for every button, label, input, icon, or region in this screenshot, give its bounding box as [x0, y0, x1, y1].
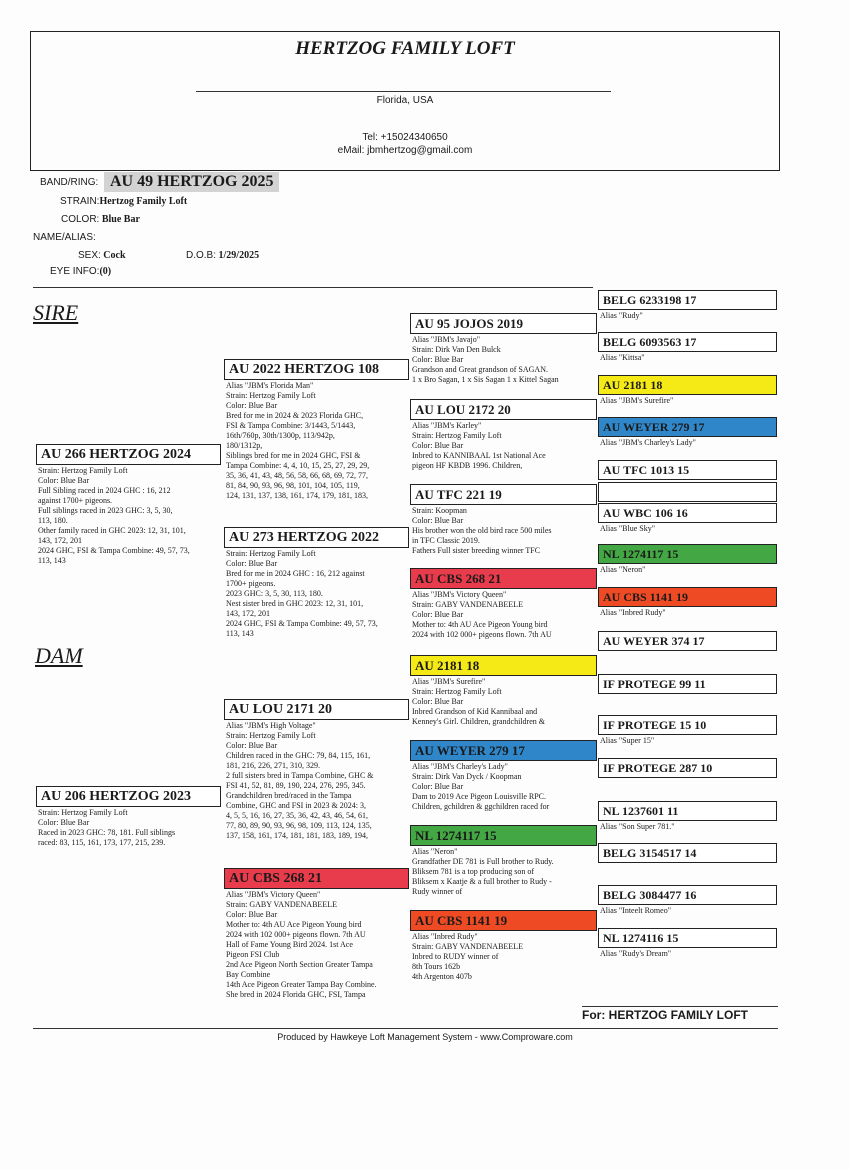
- detail-line: Nest sister bred in GHC 2023: 12, 31, 101,: [226, 599, 364, 608]
- detail-line: Alias "JBM's Victory Queen": [412, 590, 507, 599]
- g4-alias-6: Alias "Blue Sky": [600, 524, 655, 533]
- detail-line: Kenney's Girl. Children, grandchildren &: [412, 717, 545, 726]
- detail-line: raced: 83, 115, 161, 173, 177, 215, 239.: [38, 838, 166, 847]
- detail-line: 16th/760p, 30th/1300p, 113/942p,: [226, 431, 335, 440]
- detail-line: Pigeon FSI Club: [226, 950, 280, 959]
- detail-line: Mother to: 4th AU Ace Pigeon Young bird: [412, 620, 548, 629]
- loft-location: Florida, USA: [376, 95, 434, 106]
- detail-line: Hall of Fame Young Bird 2024. 1st Ace: [226, 940, 353, 949]
- loft-header: [30, 31, 780, 171]
- g4-alias-4: Alias "JBM's Charley's Lady": [600, 438, 696, 447]
- sire-dam-details: [224, 549, 409, 639]
- g4-band-7: NL 1274117 15: [598, 544, 777, 564]
- dob-value: 1/29/2025: [218, 250, 260, 261]
- detail-line: in TFC Classic 2019.: [412, 536, 480, 545]
- detail-line: Strain: GABY VANDENABEELE: [226, 900, 337, 909]
- g4-band-4: AU WEYER 279 17: [598, 417, 777, 437]
- dam-band: AU 206 HERTZOG 2023: [36, 786, 221, 807]
- band-label: BAND/RING:: [40, 177, 99, 188]
- name-alias-row: NAME/ALIAS:: [33, 232, 96, 243]
- g4-alias-13: Alias "Son Super 781.": [600, 822, 675, 831]
- loft-title: HERTZOG FAMILY LOFT: [295, 38, 515, 59]
- detail-line: Alias "JBM's Victory Queen": [226, 890, 321, 899]
- color-value: Blue Bar: [101, 214, 140, 225]
- detail-line: 81, 84, 90, 93, 96, 98, 101, 104, 105, 119,: [226, 481, 360, 490]
- detail-line: Alias "Neron": [412, 847, 458, 856]
- dam-dam-details: [224, 890, 409, 1000]
- detail-line: Strain: GABY VANDENABEELE: [412, 942, 523, 951]
- dd-dam-card: [410, 910, 597, 982]
- dam-sire-card: [224, 699, 409, 841]
- dam-sire-details: [224, 721, 409, 841]
- sex-row: SEX: Cock: [78, 250, 126, 261]
- detail-line: Alias "JBM's Surefire": [412, 677, 486, 686]
- footer-divider: [582, 1006, 778, 1007]
- detail-line: Color: Blue Bar: [38, 476, 90, 485]
- g4-alias-7: Alias "Neron": [600, 565, 646, 574]
- detail-line: Bred for me in 2024 GHC : 16, 212 against: [226, 569, 365, 578]
- detail-line: Strain: Hertzog Family Loft: [226, 549, 316, 558]
- detail-line: Color: Blue Bar: [38, 818, 90, 827]
- ss-dam-band: AU LOU 2172 20: [410, 399, 597, 420]
- dam-card: [36, 786, 221, 848]
- detail-line: Alias "JBM's High Voltage": [226, 721, 316, 730]
- detail-line: 2024 GHC, FSI & Tampa Combine: 49, 57, 73,: [38, 546, 190, 555]
- g4-band-11: IF PROTEGE 15 10: [598, 715, 777, 735]
- g4-card-1: [598, 290, 777, 321]
- detail-line: Alias "JBM's Javajo": [412, 335, 480, 344]
- dd-sire-details: [410, 847, 597, 897]
- g4-card-14: [598, 843, 777, 863]
- detail-line: 113, 143: [38, 556, 66, 565]
- detail-line: Siblings bred for me in 2024 GHC, FSI &: [226, 451, 361, 460]
- ds-dam-details: [410, 762, 597, 812]
- dd-dam-band: AU CBS 1141 19: [410, 910, 597, 931]
- strain-row: STRAIN:Hertzog Family Loft: [60, 196, 188, 207]
- g4-card-9: [598, 631, 777, 651]
- g4-band-5: AU TFC 1013 15: [598, 460, 777, 480]
- detail-line: Color: Blue Bar: [412, 782, 464, 791]
- ss-sire-details: [410, 335, 597, 385]
- g4-alias-16: Alias "Rudy's Dream": [600, 949, 672, 958]
- detail-line: Full Sibling raced in 2024 GHC : 16, 212: [38, 486, 171, 495]
- detail-line: 35, 36, 41, 43, 48, 56, 58, 66, 68, 69, 72, 77,: [226, 471, 368, 480]
- detail-line: 124, 131, 137, 138, 161, 174, 179, 181, 183,: [226, 491, 368, 500]
- ds-dam-card: [410, 740, 597, 812]
- detail-line: Tampa Combine: 4, 4, 10, 15, 25, 27, 29, 29,: [226, 461, 370, 470]
- detail-line: 2024 with 102 000+ pigeons flown. 7th AU: [412, 630, 552, 639]
- ss-dam-card: [410, 399, 597, 471]
- detail-line: Dam to 2019 Ace Pigeon Louisville RPC.: [412, 792, 546, 801]
- sd-sire-details: [410, 506, 597, 556]
- detail-line: Inbred to RUDY winner of: [412, 952, 499, 961]
- detail-line: Children raced in the GHC: 79, 84, 115, 161,: [226, 751, 371, 760]
- detail-line: 2024 with 102 000+ pigeons flown. 7th AU: [226, 930, 366, 939]
- detail-line: 2024 GHC, FSI & Tampa Combine: 49, 57, 73,: [226, 619, 378, 628]
- detail-line: Strain: Dirk Van Dyck / Koopman: [412, 772, 522, 781]
- color-row: COLOR: Blue Bar: [61, 214, 140, 225]
- g4-alias-8: Alias "Inbred Rudy": [600, 608, 666, 617]
- detail-line: Mother to: 4th AU Ace Pigeon Young bird: [226, 920, 362, 929]
- detail-line: FSI 41, 52, 81, 89, 190, 224, 276, 295, 345.: [226, 781, 366, 790]
- sd-dam-details: [410, 590, 597, 640]
- detail-line: Strain: Dirk Van Den Bulck: [412, 345, 501, 354]
- detail-line: FSI & Tampa Combine: 3/1443, 5/1443,: [226, 421, 356, 430]
- g4-band-empty: [598, 482, 777, 502]
- section-divider: [33, 287, 593, 288]
- g4-card-5: [598, 460, 777, 480]
- g4-band-14: BELG 3154517 14: [598, 843, 777, 863]
- detail-line: 137, 158, 161, 174, 181, 181, 183, 189, 194,: [226, 831, 368, 840]
- g4-band-15: BELG 3084477 16: [598, 885, 777, 905]
- detail-line: Full siblings raced in 2023 GHC: 3, 5, 30,: [38, 506, 173, 515]
- loft-phone: Tel: +15024340650: [362, 132, 448, 143]
- detail-line: Color: Blue Bar: [226, 741, 278, 750]
- produced-by: Produced by Hawkeye Loft Management System - www.Comproware.com: [277, 1032, 573, 1042]
- ds-sire-card: [410, 655, 597, 727]
- detail-line: 181, 216, 226, 271, 310, 329.: [226, 761, 320, 770]
- detail-line: Color: Blue Bar: [412, 610, 464, 619]
- sire-details: [36, 466, 221, 566]
- band-value: AU 49 HERTZOG 2025: [104, 172, 279, 192]
- sire-sire-details: [224, 381, 409, 501]
- detail-line: 8th Tours 162b: [412, 962, 461, 971]
- g4-band-16: NL 1274116 15: [598, 928, 777, 948]
- dam-heading: DAM: [35, 643, 83, 668]
- ss-dam-details: [410, 421, 597, 471]
- detail-line: Strain: Hertzog Family Loft: [38, 466, 128, 475]
- detail-line: against 1700+ pigeons.: [38, 496, 113, 505]
- g4-card-2: [598, 332, 777, 363]
- detail-line: 2nd Ace Pigeon North Section Greater Tampa: [226, 960, 373, 969]
- g4-card-12: [598, 758, 777, 778]
- sd-dam-card: [410, 568, 597, 640]
- detail-line: 1700+ pigeons.: [226, 579, 276, 588]
- dam-dam-card: [224, 868, 409, 1000]
- g4-alias-1: Alias "Rudy": [600, 311, 643, 320]
- g4-card-10: [598, 674, 777, 694]
- g4-card-7: [598, 544, 777, 575]
- g4-card-4: [598, 417, 777, 448]
- detail-line: Strain: Hertzog Family Loft: [226, 391, 316, 400]
- detail-line: 2 full sisters bred in Tampa Combine, GHC &: [226, 771, 374, 780]
- g4-band-12: IF PROTEGE 287 10: [598, 758, 777, 778]
- detail-line: Strain: Hertzog Family Loft: [226, 731, 316, 740]
- strain-value: Hertzog Family Loft: [99, 196, 188, 207]
- detail-line: Strain: Hertzog Family Loft: [412, 431, 502, 440]
- detail-line: Strain: Hertzog Family Loft: [38, 808, 128, 817]
- detail-line: 180/1312p,: [226, 441, 263, 450]
- sire-dam-card: [224, 527, 409, 639]
- g4-band-10: IF PROTEGE 99 11: [598, 674, 777, 694]
- detail-line: Grandson and Great grandson of SAGAN.: [412, 365, 548, 374]
- detail-line: Bay Combine: [226, 970, 271, 979]
- g4-alias-2: Alias "Kittsa": [600, 353, 645, 362]
- loft-email: eMail: jbmhertzog@gmail.com: [337, 145, 473, 156]
- detail-line: 143, 172, 201: [38, 536, 82, 545]
- g4-band-9: AU WEYER 374 17: [598, 631, 777, 651]
- detail-line: pigeon HF KBDB 1996. Children,: [412, 461, 523, 470]
- detail-line: Bliksem x Kaatje & a full brother to Rudy -: [412, 877, 552, 886]
- sex-value: Cock: [103, 250, 126, 261]
- dam-sire-band: AU LOU 2171 20: [224, 699, 409, 720]
- detail-line: Strain: Hertzog Family Loft: [412, 687, 502, 696]
- detail-line: Grandfather DE 781 is Full brother to Rudy.: [412, 857, 554, 866]
- eye-info-row: EYE INFO:(0): [50, 266, 112, 277]
- detail-line: Color: Blue Bar: [412, 697, 464, 706]
- sd-dam-band: AU CBS 268 21: [410, 568, 597, 589]
- g4-card-11: [598, 715, 777, 746]
- prepared-for: For: HERTZOG FAMILY LOFT: [582, 1008, 748, 1022]
- detail-line: Inbred to KANNIBAAL 1st National Ace: [412, 451, 546, 460]
- sire-card: [36, 444, 221, 566]
- detail-line: Color: Blue Bar: [226, 559, 278, 568]
- detail-line: Color: Blue Bar: [226, 910, 278, 919]
- g4-band-2: BELG 6093563 17: [598, 332, 777, 352]
- detail-line: Alias "JBM's Karley": [412, 421, 482, 430]
- sire-sire-band: AU 2022 HERTZOG 108: [224, 359, 409, 380]
- ss-sire-band: AU 95 JOJOS 2019: [410, 313, 597, 334]
- detail-line: 113, 143: [226, 629, 254, 638]
- g4-alias-11: Alias "Super 15": [600, 736, 655, 745]
- detail-line: Other family raced in GHC 2023: 12, 31, 101,: [38, 526, 186, 535]
- detail-line: 4, 5, 5, 16, 16, 27, 35, 36, 42, 43, 46, 54, 61,: [226, 811, 368, 820]
- detail-line: Color: Blue Bar: [412, 441, 464, 450]
- dam-details: [36, 808, 221, 848]
- g4-alias-3: Alias "JBM's Surefire": [600, 396, 674, 405]
- g4-card-16: [598, 928, 777, 959]
- detail-line: Color: Blue Bar: [412, 355, 464, 364]
- detail-line: 77, 80, 89, 90, 93, 96, 98, 109, 113, 124, 135,: [226, 821, 372, 830]
- detail-line: Bred for me in 2024 & 2023 Florida GHC,: [226, 411, 364, 420]
- g4-band-1: BELG 6233198 17: [598, 290, 777, 310]
- g4-card-6: [598, 503, 777, 534]
- detail-line: 113, 180.: [38, 516, 68, 525]
- detail-line: His brother won the old bird race 500 miles: [412, 526, 552, 535]
- eye-value: (0): [99, 266, 112, 277]
- header-divider: [196, 91, 611, 92]
- detail-line: 14th Ace Pigeon Greater Tampa Bay Combine.: [226, 980, 377, 989]
- ds-sire-details: [410, 677, 597, 727]
- ds-sire-band: AU 2181 18: [410, 655, 597, 676]
- detail-line: Grandchildren bred/raced in the Tampa: [226, 791, 352, 800]
- dd-dam-details: [410, 932, 597, 982]
- detail-line: Strain: Koopman: [412, 506, 467, 515]
- dd-sire-card: [410, 825, 597, 897]
- dam-dam-band: AU CBS 268 21: [224, 868, 409, 889]
- ss-sire-card: [410, 313, 597, 385]
- detail-line: Color: Blue Bar: [412, 516, 464, 525]
- g4-card-empty: [598, 482, 777, 502]
- detail-line: 143, 172, 201: [226, 609, 270, 618]
- detail-line: She bred in 2024 Florida GHC, FSI, Tampa: [226, 990, 366, 999]
- detail-line: Strain: GABY VANDENABEELE: [412, 600, 523, 609]
- detail-line: Inbred Grandson of Kid Kannibaal and: [412, 707, 538, 716]
- ds-dam-band: AU WEYER 279 17: [410, 740, 597, 761]
- detail-line: Fathers Full sister breeding winner TFC: [412, 546, 541, 555]
- detail-line: 2023 GHC: 3, 5, 30, 113, 180.: [226, 589, 323, 598]
- sire-heading: SIRE: [33, 300, 79, 325]
- sire-dam-band: AU 273 HERTZOG 2022: [224, 527, 409, 548]
- detail-line: Rudy winner of: [412, 887, 463, 896]
- sd-sire-band: AU TFC 221 19: [410, 484, 597, 505]
- g4-card-13: [598, 801, 777, 832]
- sire-sire-card: [224, 359, 409, 501]
- g4-card-15: [598, 885, 777, 916]
- sd-sire-card: [410, 484, 597, 556]
- sire-band: AU 266 HERTZOG 2024: [36, 444, 221, 465]
- detail-line: 1 x Bro Sagan, 1 x Sis Sagan 1 x Kittel Sagan: [412, 375, 559, 384]
- detail-line: Alias "JBM's Florida Man": [226, 381, 314, 390]
- g4-band-6: AU WBC 106 16: [598, 503, 777, 523]
- detail-line: Alias "JBM's Charley's Lady": [412, 762, 508, 771]
- detail-line: Alias "Inbred Rudy": [412, 932, 478, 941]
- g4-band-13: NL 1237601 11: [598, 801, 777, 821]
- bottom-rule: [33, 1028, 778, 1029]
- detail-line: 4th Argenton 407b: [412, 972, 472, 981]
- g4-band-3: AU 2181 18: [598, 375, 777, 395]
- g4-card-8: [598, 587, 777, 618]
- detail-line: Children, gchildren & ggchildren raced for: [412, 802, 550, 811]
- dd-sire-band: NL 1274117 15: [410, 825, 597, 846]
- g4-alias-15: Alias "Inteelt Romeo": [600, 906, 671, 915]
- g4-band-8: AU CBS 1141 19: [598, 587, 777, 607]
- g4-card-3: [598, 375, 777, 406]
- detail-line: Bliksem 781 is a top producing son of: [412, 867, 534, 876]
- detail-line: Color: Blue Bar: [226, 401, 278, 410]
- detail-line: Raced in 2023 GHC: 78, 181. Full siblings: [38, 828, 176, 837]
- detail-line: Combine, GHC and FSI in 2023 & 2024: 3,: [226, 801, 367, 810]
- dob-row: D.O.B: 1/29/2025: [186, 250, 260, 261]
